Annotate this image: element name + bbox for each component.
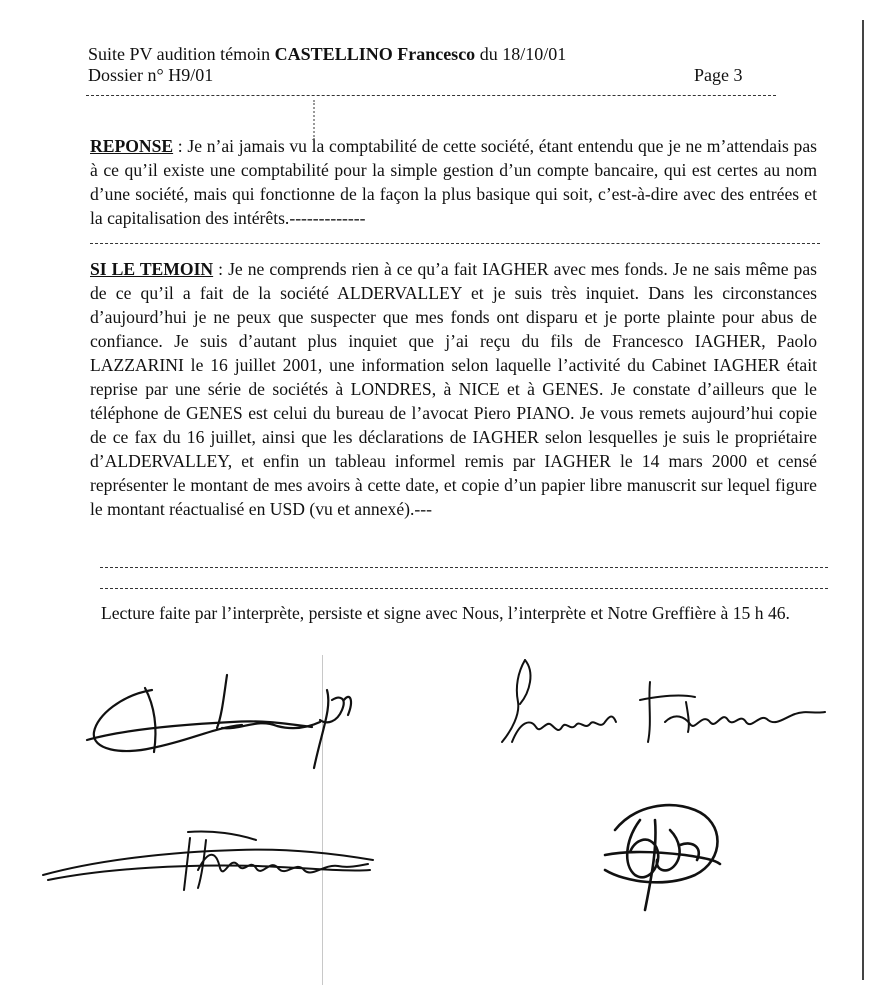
header-line-1: Suite PV audition témoin CASTELLINO Francesco du 18/10/01 — [88, 44, 567, 64]
reponse-label: REPONSE — [90, 136, 174, 156]
page-number: Page 3 — [694, 65, 743, 85]
temoin-paragraph — [90, 257, 817, 521]
dashed-divider — [90, 243, 820, 244]
header-line-2: Dossier n° H9/01 — [88, 65, 214, 85]
signature-bottom-right — [585, 790, 735, 920]
closing-statement: Lecture faite par l’interprète, persiste et signe avec Nous, l’interprète et Notre Greffière à 15 h 46. — [101, 603, 790, 623]
dashed-divider — [100, 588, 828, 589]
scan-edge — [862, 20, 864, 980]
header-divider — [86, 95, 776, 96]
document-header — [88, 44, 778, 86]
reponse-paragraph — [90, 134, 817, 230]
signature-bottom-left — [82, 670, 372, 780]
dashed-divider — [100, 567, 828, 568]
witness-name: CASTELLINO Francesco — [274, 44, 476, 64]
reponse-text: : Je n’ai jamais vu la comptabilité de cette société, étant entendu que je ne m’attendais pas à ce qu’il existe une comptabilité pour la simple gestion d’un compte bancaire, qui est certes au nom d’une société, mais qui fonctionne de la façon la plus basique qui soit, c’est-à-dire avec des entrées et la capitalisation des intérêts.------------- — [90, 136, 817, 228]
signature-top-right — [490, 652, 835, 772]
temoin-label: SI LE TEMOIN — [90, 259, 214, 279]
signature-bottom-center — [38, 820, 383, 900]
temoin-text: : Je ne comprends rien à ce qu’a fait IAGHER avec mes fonds. Je ne sais même pas de ce qu’il a fait de la société ALDERVALLEY et je suis très inquiet. Dans les circonstances d’aujourd’hui je ne peux que suspecter que mes fonds ont disparu et je porte plainte pour abus de confiance. Je suis d’autant plus inquiet que j’ai reçu du fils de Francesco IAGHER, Paolo LAZZARINI le 16 juillet 2001, une information selon laquelle l’activité du Cabinet IAGHER était reprise par une série de sociétés à LONDRES, à NICE et à GENES. Je constate d’ailleurs que le téléphone de GENES est celui du bureau de l’avocat Piero PIANO. Je vous remets aujourd’hui copie de ce fax du 16 juillet, ainsi que les déclarations de IAGHER selon lesquelles je suis le propriétaire d’ALDERVALLEY, et enfin un tableau informel remis par IAGHER le 14 mars 2000 et censé représenter le montant de mes avoirs à cette date, et copie d’un papier libre manuscrit sur lequel figure le montant réactualisé en USD (vu et annexé).--- — [90, 259, 817, 519]
